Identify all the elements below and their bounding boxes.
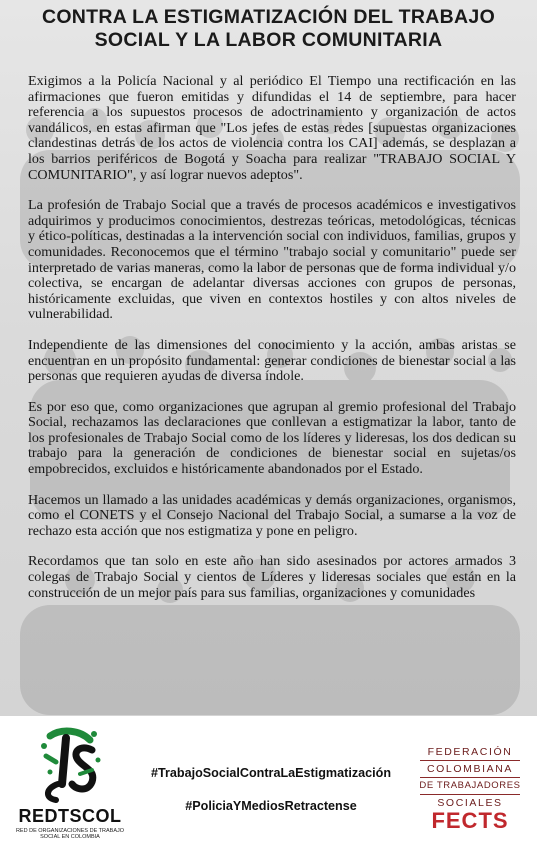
fects-rule-3 bbox=[420, 794, 520, 795]
fects-line-1: FEDERACIÓN bbox=[427, 746, 513, 758]
redtscol-logo bbox=[14, 724, 126, 848]
title-line-2: SOCIAL Y LA LABOR COMUNITARIA bbox=[94, 29, 443, 51]
paragraph-1: Exigimos a la Policía Nacional y al periódico El Tiempo una rectificación en las afirmaciones que fueron emitidas y difundidas el 14 de septiembre, para hacer referencia a los supuestos procesos de adoctrinamiento y organización de actos vandálicos, en estas afirman que "Los jefes de estas redes [supuestas organizaciones clandestinas detrás de los actos de violencia contra los CAI] además, se desplazan a los barrios periféricos de Bogotá y Soacha para realizar "TRABAJO SOCIAL Y COMUNITARIO", y así lograr nuevos adeptos". bbox=[28, 73, 516, 183]
paragraph-3: Independiente de las dimensiones del conocimiento y la acción, ambas aristas se encuentran en un propósito fundamental: generar condiciones de bienestar social a las personas que requieren ayudas de diversa índole. bbox=[28, 336, 516, 385]
paragraph-2: La profesión de Trabajo Social que a través de procesos académicos e investigativos adquirimos y producimos conocimientos, destrezas teóricas, metodológicas, técnicas y ético-políticas, destinadas a la intervención social con individuos, familias, grupos y comunidades. Reconocemos que el término "trabajo social y comunitario" puede ser interpretado de varias maneras, como la labor de personas que de forma individual y/o colectiva, se encargan de adelantar diversas acciones con grupos de personas, históricamente excluidas, que viven en contextos hostiles y con altos niveles de vulnerabilidad. bbox=[28, 197, 516, 323]
paragraph-6: Recordamos que tan solo en este año han sido asesinados por actores armados 3 colegas de Trabajo Social y cientos de Líderes y lideresas sociales que están en la construcción de un mejor país para sus familias, organizaciones y comunidades bbox=[28, 553, 516, 601]
hashtag-retractense: #PoliciaYMediosRetractense bbox=[185, 799, 357, 813]
redtscol-name: REDTSCOL bbox=[18, 806, 122, 826]
paragraph-4: Es por eso que, como organizaciones que agrupan al gremio profesional del Trabajo Social, rechazamos las declaraciones que conllevan a estigmatizar la labor, tanto de los profesionales de Trabajo Social como de los líderes y lideresas, los dos dedican su trabajo para la generación de condiciones de bienestar social en sujetas/os empobrecidos, excluidos e históricamente abandonados por el Estado. bbox=[28, 398, 516, 478]
redtscol-emblem-icon bbox=[36, 726, 104, 804]
paragraph-5: Hacemos un llamado a las unidades académicas y demás organizaciones, organismos, como el CONETS y el Consejo Nacional del Trabajo Social, a sumarse a la voz de rechazo esta acción que nos estigmatiza y pone en peligro. bbox=[28, 491, 516, 539]
page-title bbox=[0, 6, 537, 52]
fects-acronym: FECTS bbox=[431, 808, 509, 833]
statement-body bbox=[28, 74, 516, 616]
fects-line-3: DE TRABAJADORES bbox=[419, 780, 521, 791]
fects-line-2: COLOMBIANA bbox=[426, 763, 513, 775]
fects-line-4: SOCIALES bbox=[437, 797, 503, 809]
fects-logo bbox=[418, 746, 522, 836]
title-line-1: CONTRA LA ESTIGMATIZACIÓN DEL TRABAJO bbox=[41, 6, 496, 28]
hashtag-estigmatizacion: #TrabajoSocialContraLaEstigmatización bbox=[150, 766, 392, 780]
fects-rule-1 bbox=[420, 760, 520, 761]
fects-rule-2 bbox=[420, 777, 520, 778]
redtscol-subtitle: RED DE ORGANIZACIONES DE TRABAJO SOCIAL EN COLOMBIA bbox=[15, 828, 125, 840]
